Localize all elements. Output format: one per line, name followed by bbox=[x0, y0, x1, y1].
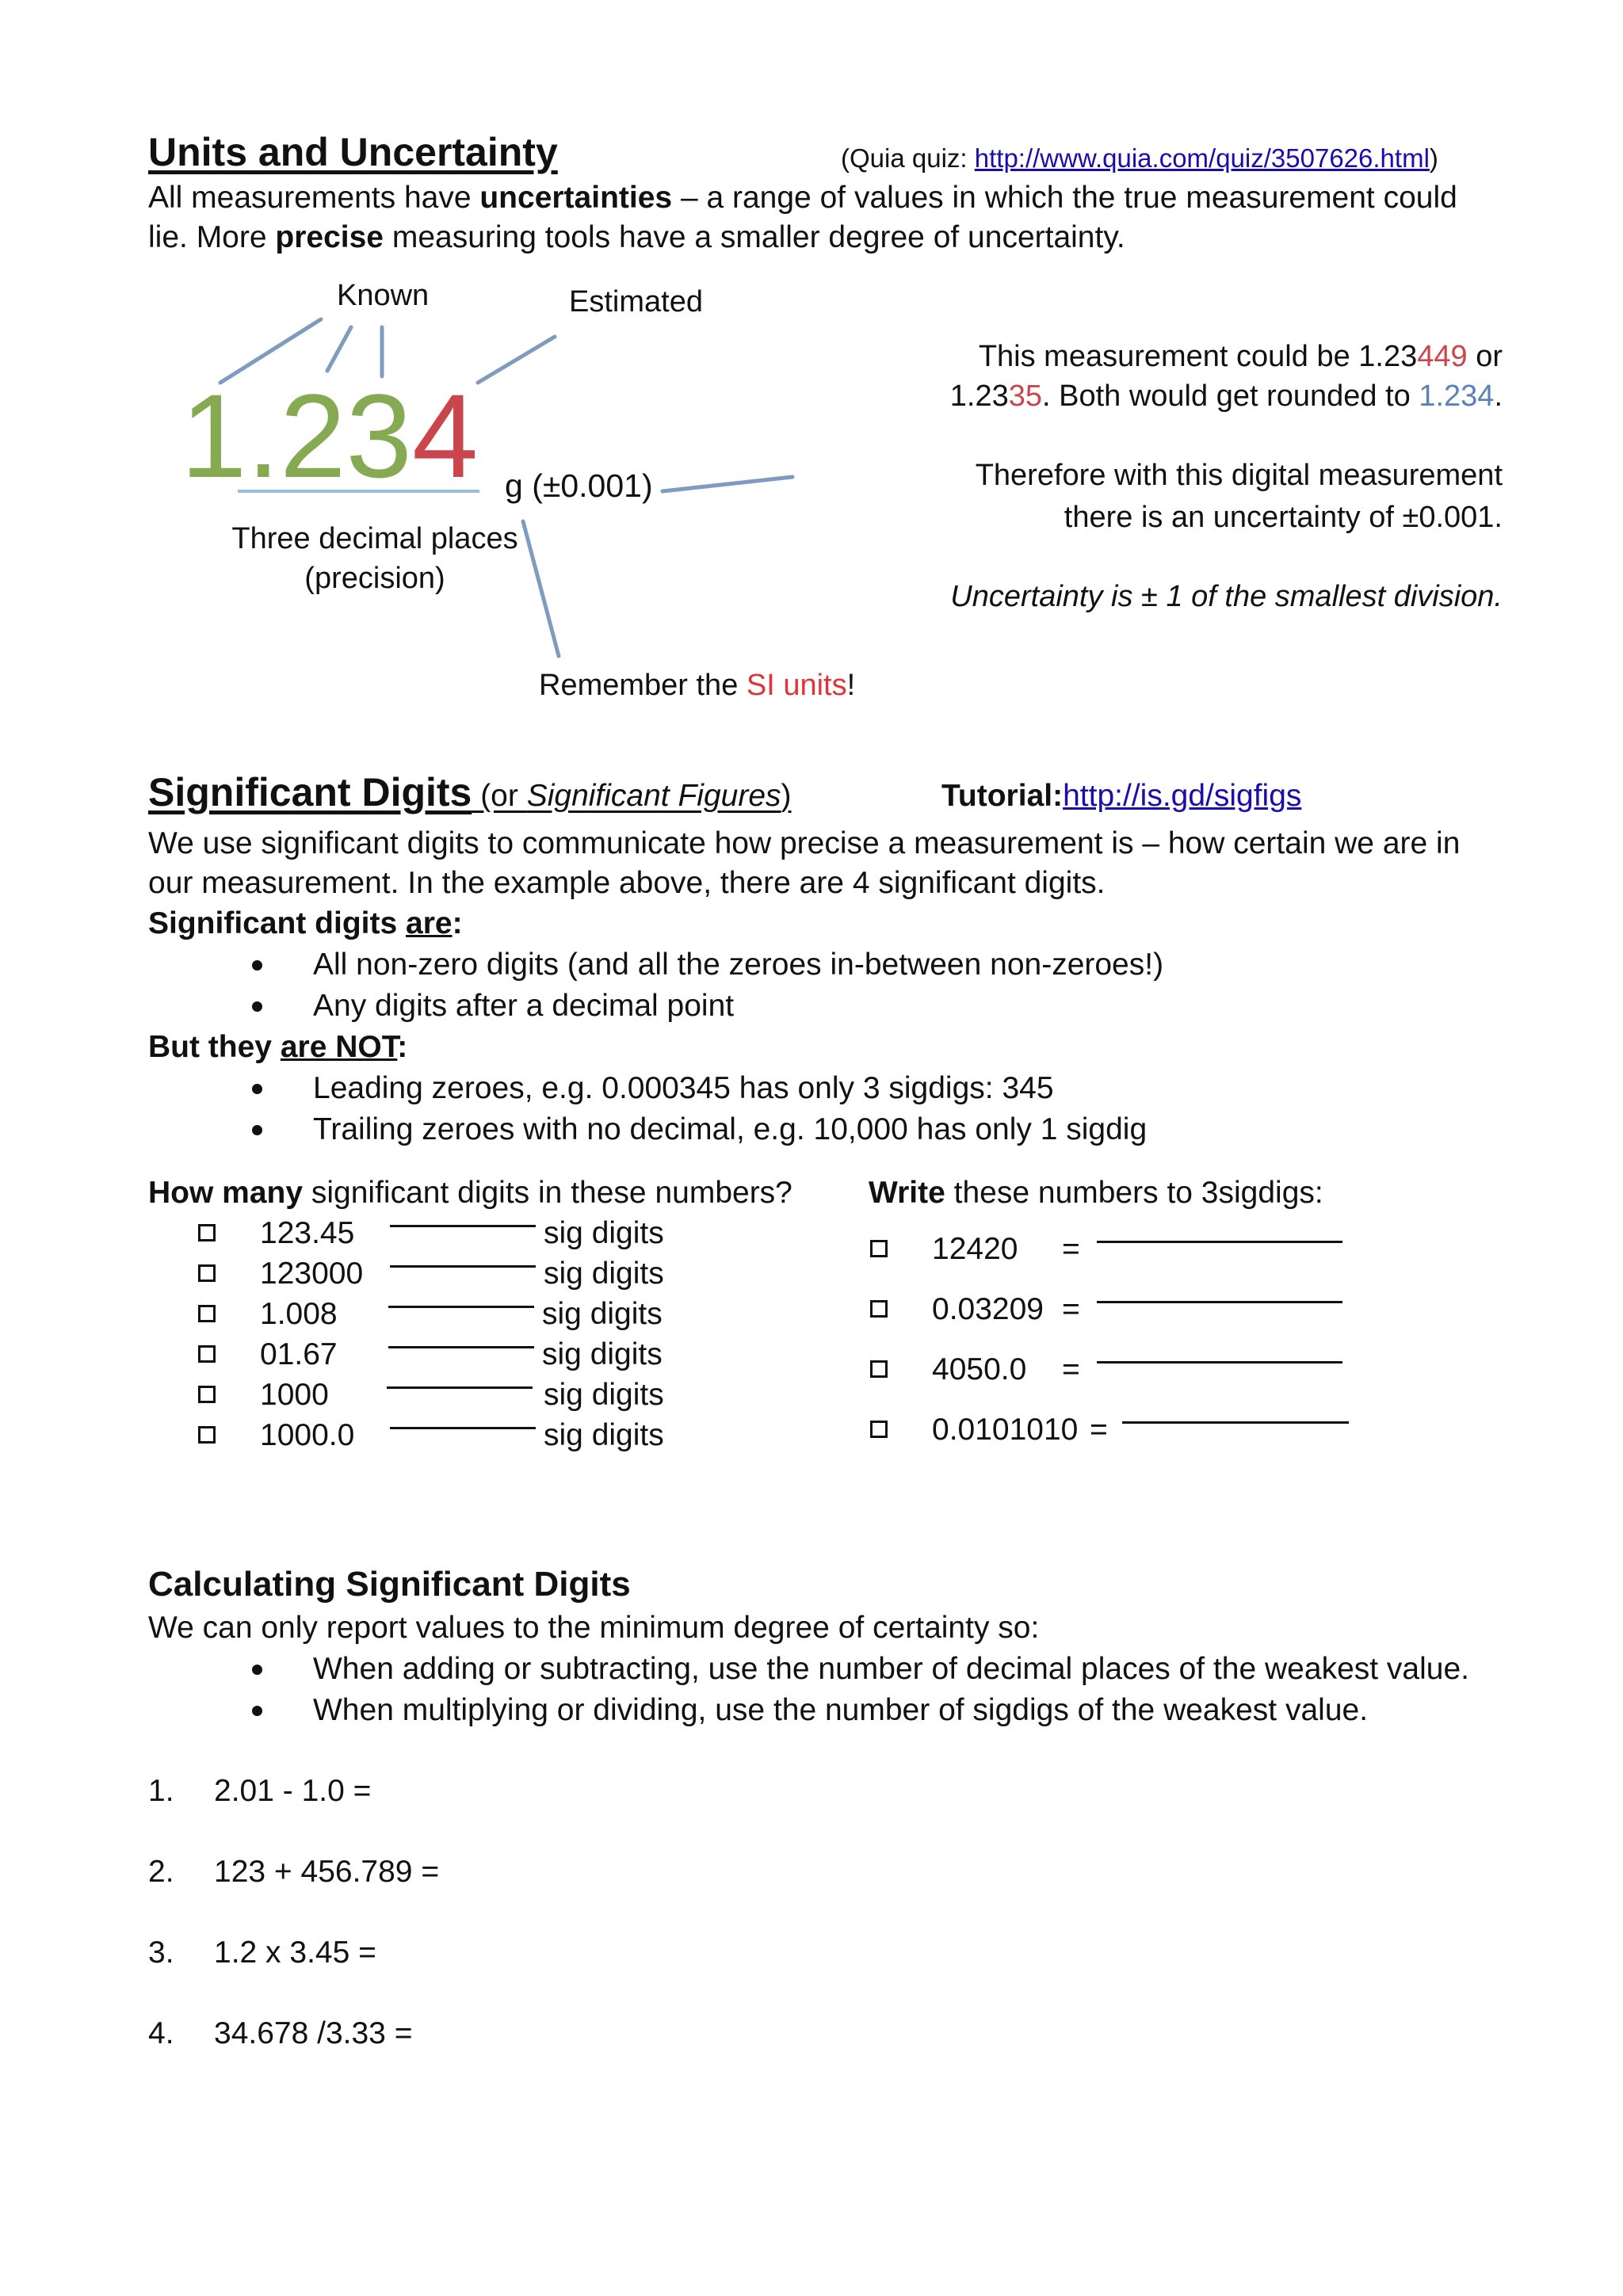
bullet-icon bbox=[252, 1706, 262, 1716]
checkbox[interactable] bbox=[870, 1421, 888, 1438]
answer-blank[interactable] bbox=[390, 1225, 536, 1227]
text: ) bbox=[781, 779, 792, 813]
therefore-line2: there is an uncertainty of ±0.001. bbox=[1064, 501, 1503, 534]
text: 1.23 bbox=[949, 379, 1009, 413]
round-item-number: 0.0101010 bbox=[932, 1413, 1079, 1447]
sigdigs-paragraph-line2: our measurement. In the example above, there are 4 significant digits. bbox=[148, 866, 1106, 900]
problem-expression: 123 + 456.789 = bbox=[214, 1855, 440, 1889]
count-item-number: 123.45 bbox=[260, 1216, 355, 1250]
text: . Both would get rounded to bbox=[1042, 379, 1419, 413]
calculating-rule: When adding or subtracting, use the number of decimal places of the weakest value. bbox=[313, 1652, 1469, 1686]
checkbox[interactable] bbox=[198, 1345, 216, 1363]
answer-blank[interactable] bbox=[387, 1386, 533, 1389]
estimated-digits: 449 bbox=[1417, 340, 1468, 373]
measurement-number bbox=[181, 369, 479, 502]
text: or bbox=[1467, 340, 1503, 373]
remember-si-units bbox=[539, 666, 855, 705]
uncertainty-diagram bbox=[158, 269, 1503, 721]
count-item-number: 1000.0 bbox=[260, 1418, 355, 1452]
count-item-number: 123000 bbox=[260, 1257, 364, 1291]
precision-label: (precision) bbox=[304, 562, 445, 595]
checkbox[interactable] bbox=[198, 1426, 216, 1444]
answer-blank[interactable] bbox=[388, 1346, 534, 1348]
estimated-label: Estimated bbox=[569, 285, 703, 318]
text: Write bbox=[869, 1176, 945, 1210]
si-units-text: SI units bbox=[746, 669, 847, 702]
three-decimal-label: Three decimal places bbox=[231, 522, 518, 555]
text: How many bbox=[148, 1176, 304, 1210]
text: are bbox=[406, 906, 453, 940]
equals-sign: = bbox=[1062, 1232, 1080, 1266]
text: Significant digits bbox=[148, 906, 407, 940]
units-paragraph-line1 bbox=[148, 178, 1457, 218]
bullet-icon bbox=[252, 1084, 262, 1094]
bullet-icon bbox=[252, 1001, 262, 1012]
problem-number: 1. bbox=[148, 1774, 174, 1808]
sigdigs-not-item: Leading zeroes, e.g. 0.000345 has only 3 sigdigs: 345 bbox=[313, 1071, 1054, 1105]
text: All measurements have bbox=[148, 181, 480, 215]
term-precise: precise bbox=[275, 220, 384, 254]
checkbox[interactable] bbox=[870, 1240, 888, 1257]
text: ! bbox=[846, 669, 856, 702]
round-item-number: 4050.0 bbox=[932, 1352, 1027, 1386]
problem-number: 3. bbox=[148, 1936, 174, 1970]
checkbox[interactable] bbox=[198, 1386, 216, 1403]
answer-blank[interactable] bbox=[388, 1306, 534, 1308]
answer-blank[interactable] bbox=[390, 1427, 536, 1429]
answer-blank[interactable] bbox=[1122, 1421, 1349, 1424]
checkbox[interactable] bbox=[198, 1264, 216, 1282]
sigdigs-not-item: Trailing zeroes with no decimal, e.g. 10,000 has only 1 sigdig bbox=[313, 1112, 1148, 1146]
count-item-suffix: sig digits bbox=[544, 1378, 664, 1412]
round-exercise-prompt bbox=[869, 1173, 1323, 1213]
text: lie. More bbox=[148, 220, 276, 254]
known-pointer-line bbox=[327, 327, 351, 371]
estimated-digits: 35 bbox=[1008, 379, 1042, 413]
text: are NOT bbox=[280, 1030, 398, 1064]
measurement-note-line1 bbox=[713, 337, 1503, 376]
term-uncertainties: uncertainties bbox=[479, 181, 673, 215]
estimated-digit: 4 bbox=[411, 369, 479, 502]
round-item-number: 12420 bbox=[932, 1232, 1018, 1266]
quia-quiz-note bbox=[841, 139, 1438, 178]
therefore-line1: Therefore with this digital measurement bbox=[975, 459, 1503, 492]
count-item-suffix: sig digits bbox=[542, 1297, 663, 1331]
calculating-rule: When multiplying or dividing, use the number of sigdigs of the weakest value. bbox=[313, 1693, 1369, 1727]
quiz-suffix: ) bbox=[1429, 143, 1438, 173]
sigdigs-title: Significant Digits bbox=[148, 770, 472, 814]
answer-blank[interactable] bbox=[1097, 1361, 1342, 1363]
equals-sign: = bbox=[1062, 1292, 1080, 1326]
round-item-number: 0.03209 bbox=[932, 1292, 1044, 1326]
measurement-note-line2 bbox=[713, 376, 1503, 416]
unit-uncertainty: g (±0.001) bbox=[505, 467, 653, 504]
sigdigs-paragraph-line1: We use significant digits to communicate how precise a measurement is – how certain we are in bbox=[148, 826, 1461, 860]
count-item-suffix: sig digits bbox=[544, 1216, 664, 1250]
answer-blank[interactable] bbox=[1097, 1241, 1342, 1243]
units-paragraph-line2 bbox=[148, 218, 1125, 257]
text: these numbers to 3sigdigs: bbox=[945, 1176, 1323, 1210]
estimated-pointer-line bbox=[478, 337, 555, 383]
sigdigs-not-heading bbox=[148, 1028, 407, 1067]
bullet-icon bbox=[252, 1665, 262, 1675]
uncertainty-rule: Uncertainty is ± 1 of the smallest division. bbox=[950, 580, 1503, 613]
checkbox[interactable] bbox=[870, 1360, 888, 1378]
tutorial-label: Tutorial: bbox=[941, 779, 1064, 813]
text: significant digits in these numbers? bbox=[303, 1176, 792, 1210]
text: – a range of values in which the true measurement could bbox=[672, 181, 1457, 215]
bullet-icon bbox=[252, 1125, 262, 1135]
text: : bbox=[452, 906, 463, 940]
count-item-suffix: sig digits bbox=[544, 1418, 664, 1452]
count-item-number: 1000 bbox=[260, 1378, 329, 1412]
sigdigs-are-heading bbox=[148, 904, 463, 944]
sigdigs-subtitle bbox=[472, 779, 791, 813]
text: But they bbox=[148, 1030, 281, 1064]
bullet-icon bbox=[252, 960, 262, 971]
calculating-paragraph: We can only report values to the minimum degree of certainty so: bbox=[148, 1611, 1040, 1645]
text: Remember the bbox=[539, 669, 747, 702]
problem-expression: 34.678 /3.33 = bbox=[214, 2016, 413, 2050]
section-title-calculating: Calculating Significant Digits bbox=[148, 1565, 631, 1604]
rounded-value: 1.234 bbox=[1419, 379, 1495, 413]
known-digits: 1.23 bbox=[181, 369, 412, 502]
quiz-prefix: (Quia quiz: bbox=[841, 143, 975, 173]
tutorial-note bbox=[941, 776, 1301, 816]
problem-number: 4. bbox=[148, 2016, 174, 2050]
checkbox[interactable] bbox=[198, 1224, 216, 1241]
count-item-suffix: sig digits bbox=[542, 1337, 663, 1371]
answer-blank[interactable] bbox=[390, 1265, 536, 1268]
answer-blank[interactable] bbox=[1097, 1301, 1342, 1303]
tutorial-link[interactable]: http://is.gd/sigfigs bbox=[1063, 779, 1302, 813]
section-title-sigdigs bbox=[148, 767, 792, 828]
text: (or bbox=[472, 779, 527, 813]
count-item-number: 1.008 bbox=[260, 1297, 338, 1331]
equals-sign: = bbox=[1062, 1352, 1080, 1386]
text: . bbox=[1494, 379, 1503, 413]
sigdigs-are-item: All non-zero digits (and all the zeroes in-between non-zeroes!) bbox=[313, 948, 1164, 982]
problem-expression: 1.2 x 3.45 = bbox=[214, 1936, 376, 1970]
text: measuring tools have a smaller degree of uncertainty. bbox=[384, 220, 1125, 254]
count-exercise-prompt bbox=[148, 1173, 792, 1213]
text: Significant Figures bbox=[526, 779, 781, 813]
known-label: Known bbox=[337, 279, 430, 312]
text: This measurement could be 1.23 bbox=[978, 340, 1418, 373]
problem-number: 2. bbox=[148, 1855, 174, 1889]
section-title-units: Units and Uncertainty bbox=[148, 130, 558, 174]
quia-quiz-link[interactable]: http://www.quia.com/quiz/3507626.html bbox=[974, 143, 1430, 173]
count-item-number: 01.67 bbox=[260, 1337, 338, 1371]
checkbox[interactable] bbox=[870, 1300, 888, 1318]
sigdigs-are-item: Any digits after a decimal point bbox=[313, 989, 735, 1023]
equals-sign: = bbox=[1090, 1413, 1108, 1447]
count-item-suffix: sig digits bbox=[544, 1257, 664, 1291]
problem-expression: 2.01 - 1.0 = bbox=[214, 1774, 372, 1808]
checkbox[interactable] bbox=[198, 1305, 216, 1322]
text: : bbox=[397, 1030, 408, 1064]
